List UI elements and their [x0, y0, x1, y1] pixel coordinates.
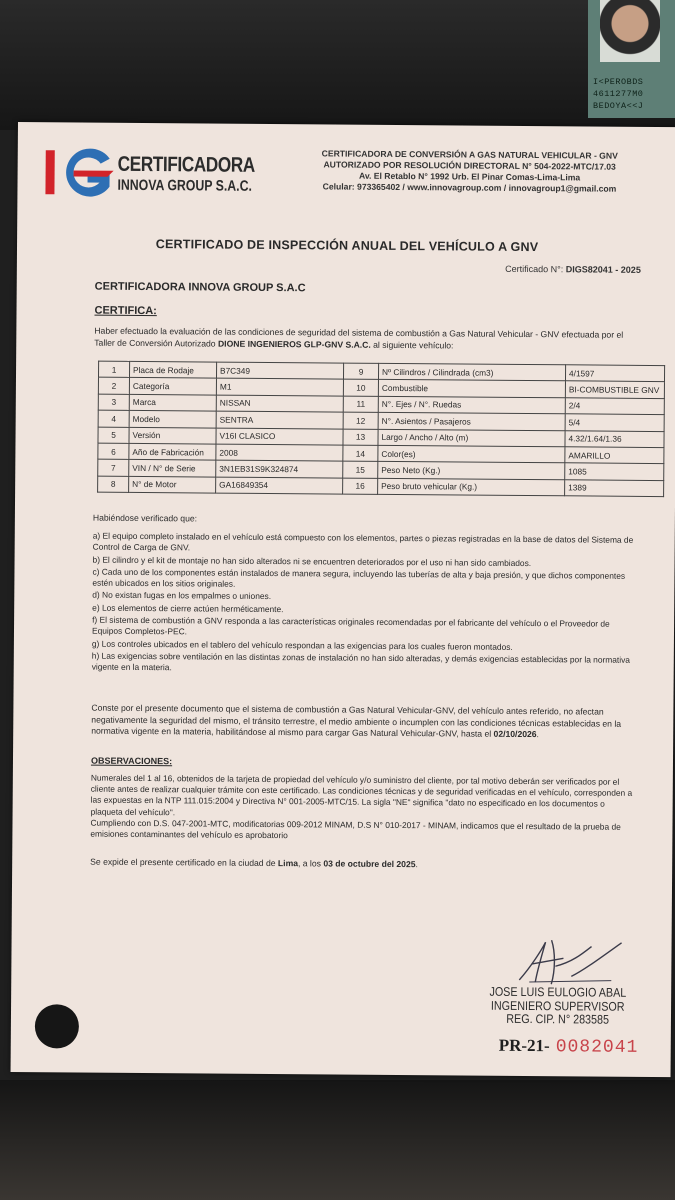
field-value: M1 [216, 378, 343, 395]
certificate-paper [11, 122, 675, 1077]
row-number: 13 [343, 429, 378, 446]
field-value: 2/4 [565, 398, 664, 415]
check-item: b) El cilindro y el kit de montaje no han sido alterados ni se encuentren deteriorados por el uso ni han sido cambiados. [92, 554, 532, 568]
header-line-3: Av. El Retablo N° 1992 Urb. El Pinar Comas-Lima-Lima [358, 170, 581, 183]
field-value: AMARILLO [565, 447, 664, 464]
row-number: 11 [343, 396, 378, 413]
punch-hole [35, 1004, 79, 1048]
intro-paragraph: Haber efectuado la evaluación de las condiciones de seguridad del sistema de combustión a Gas Natural Vehicular - GNV efectuada por el Taller de Conversión Autorizado DIONE INGENIEROS GLP-GNV S.A.C. al siguiente vehículo: [94, 325, 624, 350]
field-value: 1389 [565, 480, 664, 497]
ig-logo-icon [43, 144, 119, 201]
field-label: Modelo [129, 411, 216, 428]
field-value: B7C349 [216, 362, 343, 379]
header-line-4: Celular: 973365402 / www.innovagroup.com / innovagroup1@gmail.com [322, 181, 617, 194]
check-item: d) No existan fugas en los empalmes o uniones. [92, 590, 272, 602]
signature-icon [511, 936, 631, 989]
row-number: 15 [343, 461, 378, 478]
background-top [0, 0, 675, 130]
field-label: N° de Motor [129, 476, 216, 493]
field-value: 4/1597 [565, 365, 664, 382]
supervisor-reg: REG. CIP. N° 283585 [506, 1011, 610, 1027]
row-number: 3 [98, 394, 129, 411]
field-label: N°. Asientos / Pasajeros [378, 413, 565, 431]
field-value: 5/4 [565, 414, 664, 431]
field-value: 2008 [216, 444, 343, 461]
certifica-heading: CERTIFICA: [94, 304, 157, 318]
row-number: 16 [343, 478, 378, 495]
header-line-1: CERTIFICADORA DE CONVERSIÓN A GAS NATURAL VEHICULAR - GNV [321, 148, 618, 161]
row-number: 9 [343, 363, 378, 380]
observations-text: Numerales del 1 al 16, obtenidos de la tarjeta de propiedad del vehículo y/o suministro del cliente, por tal motivo deberán ser verificados por el cliente antes de realizar cualquier trámite con este certificado. Las condiciones técnicas y de seguridad verificadas en el vehículo, corresponden a las expuestas en la NTP 111.015:2004 y Directiva N° 001-2005-MTC/15. La sigla "NE" significa "dato no especificado en los documentos o plaqueta del vehículo". Cumpliendo con D.S. 047-2001-MTC, modificatorias 009-2012 MINAM, D.S N° 010-2017 - MINAM, indicamos que el resultado de la prueba de emisiones contaminantes del vehículo es aprobatorio [90, 772, 633, 841]
supervisor-stamp [476, 986, 640, 1028]
conste-paragraph: Conste por el presente documento que el sistema de combustión a Gas Natural Vehicular-GNV, del vehículo antes referido, no afectan negativamente la seguridad del mismo, el tránsito terrestre, el medio ambiente o incumplen con las condiciones técnicas establecidas en la normativa vigente en la materia, habilitándose al mismo para cargar Gas Natural Vehicular-GNV, hasta el 02/10/2026. [91, 702, 622, 740]
vehicle-table [97, 361, 665, 498]
id-mrz: I<PEROBDS 4611277M0 BEDOYA<<J [593, 77, 644, 111]
row-number: 10 [343, 379, 378, 396]
check-item: a) El equipo completo instalado en el vehículo está compuesto con los elementos, partes o piezas registradas en la base de datos del Sistema de Control de Carga de GNV. [92, 530, 634, 553]
field-label: Color(es) [378, 445, 565, 463]
verified-heading: Habiéndose verificado que: [92, 512, 198, 524]
check-item: g) Los controles ubicados en el tablero del vehículo respondan a las exigencias para los cuales fueron montados. [91, 638, 513, 652]
field-label: Combustible [378, 380, 565, 398]
row-number: 5 [98, 427, 129, 444]
row-number: 6 [98, 443, 129, 460]
document-title: CERTIFICADO DE INSPECCIÓN ANUAL DEL VEHÍCULO A GNV [155, 237, 539, 255]
field-value: 4.32/1.64/1.36 [565, 430, 664, 447]
table-row [98, 476, 664, 497]
field-label: Año de Fabricación [129, 443, 216, 460]
field-value: GA16849354 [216, 477, 343, 494]
field-label: Peso Neto (Kg.) [378, 462, 565, 480]
checks-list [92, 531, 638, 679]
row-number: 8 [98, 476, 129, 493]
check-item: f) El sistema de combustión a GNV responda a las características originales recomendadas por el fabricante del vehículo o el Proveedor de Equipos Completos-PEC. [91, 614, 610, 637]
row-number: 2 [98, 378, 129, 395]
field-label: N°. Ejes / N°. Ruedas [378, 396, 565, 414]
field-value: NISSAN [216, 395, 343, 412]
check-item: h) Las exigencias sobre ventilación en las distintas zonas de instalación no han sido alteradas, y demás exigencias establecidas por la normativa vigente en la materia. [91, 650, 631, 673]
row-number: 1 [98, 361, 129, 378]
field-label: Peso bruto vehicular (Kg.) [378, 478, 565, 496]
field-label: Versión [129, 427, 216, 444]
field-value: BI-COMBUSTIBLE GNV [565, 381, 664, 398]
issued-line: Se expide el presente certificado en la ciudad de Lima, a los 03 de octubre del 2025. [90, 856, 418, 870]
field-label: VIN / N° de Serie [129, 460, 216, 477]
id-portrait [600, 0, 660, 62]
field-value: 1085 [565, 463, 664, 480]
company-header [299, 148, 639, 195]
row-number: 4 [98, 410, 129, 427]
field-label: Nº Cilindros / Cilindrada (cm3) [378, 363, 565, 381]
field-value: 3N1EB31S9K324874 [216, 460, 343, 477]
row-number: 7 [98, 459, 129, 476]
field-label: Marca [129, 394, 216, 411]
id-card-photo [588, 0, 675, 118]
field-value: SENTRA [216, 411, 343, 428]
logo-line-1: CERTIFICADORA [117, 152, 255, 177]
certificate-number: Certificado N°: DIGS82041 - 2025 [505, 263, 641, 275]
field-label: Categoría [129, 378, 216, 395]
check-item: c) Cada uno de los componentes están instalados de manera segura, incluyendo las tuberías de alta y baja presión, y que dichos componentes estén ubicados en los sitios originales. [92, 566, 626, 589]
row-number: 14 [343, 445, 378, 462]
company-logo [43, 144, 255, 201]
serial-digits: 0082041 [555, 1037, 639, 1058]
company-name: CERTIFICADORA INNOVA GROUP S.A.C [94, 280, 306, 295]
header-line-2: AUTORIZADO POR RESOLUCIÓN DIRECTORAL N° 504-2022-MTC/17.03 [323, 159, 616, 172]
serial-prefix: PR-21- [498, 1035, 550, 1056]
row-number: 12 [343, 412, 378, 429]
field-label: Largo / Ancho / Alto (m) [378, 429, 565, 447]
background-bottom [0, 1080, 675, 1200]
field-label: Placa de Rodaje [129, 361, 216, 378]
supervisor-name: JOSE LUIS EULOGIO ABAL [489, 984, 627, 1000]
supervisor-role: INGENIERO SUPERVISOR [490, 998, 625, 1014]
check-item: e) Los elementos de cierre actúen herméticamente. [92, 602, 284, 614]
observations-heading: OBSERVACIONES: [90, 755, 173, 767]
field-value: V16I CLASICO [216, 428, 343, 445]
serial-number [499, 1036, 639, 1058]
logo-line-2: INNOVA GROUP S.A.C. [117, 176, 252, 195]
